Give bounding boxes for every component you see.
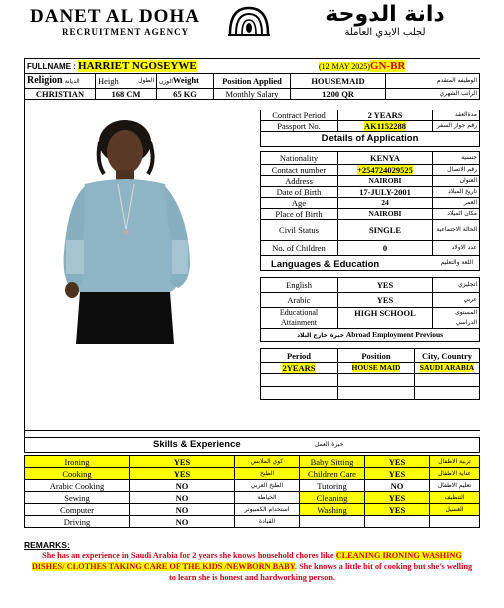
skill-computer-label: Computer [25, 504, 130, 516]
civil-status-value: SINGLE [338, 220, 433, 241]
skill-washing-value: YES [365, 504, 430, 516]
skills-title-ar: خبرة العمل [315, 441, 344, 448]
abroad-title-en: Abroad Employment Previous [345, 330, 444, 339]
skill-childcare-ar: عناية الاطفال [430, 468, 480, 480]
abroad-period: 2YEARS [282, 363, 316, 373]
skill-driving-value: NO [130, 516, 235, 528]
table-row [261, 363, 480, 374]
nationality-value: KENYA [338, 152, 433, 165]
contract-label: Contract Period [261, 110, 338, 121]
skill-tutoring-label: Tutoring [300, 480, 365, 492]
contract-value: 2 YEARS [338, 110, 433, 121]
agency-name-en: RECRUITMENT AGENCY [62, 27, 190, 37]
pob-label: Place of Birth [261, 209, 338, 220]
religion-label: Religion [27, 75, 63, 86]
children-label-ar: عدد الاولاد [433, 241, 480, 256]
skill-driving-ar: القيادة [235, 516, 300, 528]
skill-cooking-value: YES [130, 468, 235, 480]
passport-label-ar: رقم جواز السفر [433, 121, 480, 132]
table-row [25, 456, 480, 468]
education-value: HIGH SCHOOL [338, 308, 433, 329]
skill-computer-value: NO [130, 504, 235, 516]
remarks-text-2: . She knows a little bit of cooking but she's welling to learn she is honest and hardworking person. [169, 562, 473, 582]
weight-value: 65 KG [157, 89, 214, 100]
skill-driving-label: Driving [25, 516, 130, 528]
address-label-ar: العنوان [433, 176, 480, 187]
skill-arabic-cooking-label: Arabic Cooking [25, 480, 130, 492]
skill-sewing-label: Sewing [25, 492, 130, 504]
age-label: Age [261, 198, 338, 209]
skill-tutoring-value: NO [365, 480, 430, 492]
skill-cleaning-value: YES [365, 492, 430, 504]
skill-childcare-label: Children Care [300, 468, 365, 480]
photo-frame [24, 83, 260, 437]
shell-logo-icon [226, 4, 272, 38]
nationality-label: Nationality [261, 152, 338, 165]
arabic-value: YES [338, 293, 433, 308]
weight-label: Weight [172, 75, 199, 85]
form-date: (12 MAY 2025) [318, 61, 370, 71]
header [0, 0, 504, 44]
abroad-header-position: Position [338, 349, 415, 363]
table-row [25, 468, 480, 480]
skill-cooking-ar: الطبخ [235, 468, 300, 480]
passport-value: AK1152288 [363, 121, 407, 131]
abroad-table [260, 348, 480, 400]
salary-value: 1200 QR [291, 89, 386, 100]
civil-status-label: Civil Status [261, 220, 338, 241]
skill-computer-ar: استخدام الكمبيوتر [235, 504, 300, 516]
skill-cooking-label: Cooking [25, 468, 130, 480]
skills-header [24, 437, 480, 453]
details-table [260, 151, 480, 256]
remarks-section [24, 540, 480, 583]
languages-header [260, 256, 480, 271]
religion-value: CHRISTIAN [25, 89, 96, 100]
abroad-title-ar: خبرة خارج البلاد [296, 332, 344, 339]
weight-label-ar: الوزن [159, 78, 173, 85]
dob-label-ar: تاريخ الميلاد [433, 187, 480, 198]
age-label-ar: العمر [433, 198, 480, 209]
right-column [260, 110, 480, 400]
address-value: NAIROBI [338, 176, 433, 187]
skill-washing-label: Washing [300, 504, 365, 516]
dob-label: Date of Birth [261, 187, 338, 198]
salary-label: Monthly Salary [214, 89, 291, 100]
children-label: No. of Children [261, 241, 338, 256]
age-value: 24 [338, 198, 433, 209]
pob-label-ar: مكان الميلاد [433, 209, 480, 220]
education-label-ar: المستوى الدراسي [433, 308, 480, 329]
arabic-label-ar: عربي [433, 293, 480, 308]
form-code: GN-BR [369, 59, 406, 72]
table-row [25, 480, 480, 492]
contact-label: Contact number [261, 165, 338, 176]
position-value: HOUSEMAID [291, 74, 386, 89]
skill-babysitting-ar: تربية الاطفال [430, 456, 480, 468]
abroad-city: SAUDI ARABIA [419, 363, 475, 372]
remarks-text [24, 550, 480, 583]
skill-arabic-cooking-ar: الطبخ العربي [235, 480, 300, 492]
table-row [25, 492, 480, 504]
english-label: English [261, 278, 338, 293]
english-value: YES [338, 278, 433, 293]
remarks-label: REMARKS: [24, 540, 70, 550]
english-label-ar: انجليزي [433, 278, 480, 293]
address-label: Address [261, 176, 338, 187]
skill-babysitting-value: YES [365, 456, 430, 468]
abroad-header-period: Period [261, 349, 338, 363]
height-label: Heigh [98, 76, 119, 86]
skill-arabic-cooking-value: NO [130, 480, 235, 492]
languages-title-ar: اللغة والتعليم [440, 259, 473, 266]
skill-babysitting-label: Baby Sitting [300, 456, 365, 468]
religion-label-ar: الديانة [64, 78, 80, 85]
skill-cleaning-ar: التنظيف [430, 492, 480, 504]
dob-value: 17-JULY-2001 [338, 187, 433, 198]
education-label: Educational Attainment [261, 308, 338, 329]
height-label-ar: الطول [138, 77, 154, 84]
frame-bottom-line [24, 430, 480, 431]
agency-name-ar: لجلب الايدي العاملة [344, 27, 426, 38]
position-label: Position Applied [214, 74, 291, 89]
table-row [25, 516, 480, 528]
abroad-title [260, 329, 480, 342]
civil-status-label-ar: الحالة الاجتماعية [433, 220, 480, 241]
skill-washing-ar: الغسيل [430, 504, 480, 516]
contract-label-ar: مدةالعقد [433, 110, 480, 121]
skill-ironing-ar: كوي الملابس [235, 456, 300, 468]
company-name-ar: دانة الدوحة [325, 2, 445, 27]
skills-title: Skills & Experience [153, 439, 241, 450]
skill-tutoring-ar: تعليم الاطفال [430, 480, 480, 492]
arabic-label: Arabic [261, 293, 338, 308]
skill-childcare-value: YES [365, 468, 430, 480]
logo [226, 4, 272, 38]
remarks-text-1: She has an experience in Saudi Arabia for 2 years she knows household chores like [42, 551, 336, 560]
nationality-label-ar: جنسية [433, 152, 480, 165]
company-name-en: DANET AL DOHA [30, 6, 200, 27]
table-row [25, 504, 480, 516]
fullname-label: FULLNAME : [27, 61, 76, 71]
skill-sewing-value: NO [130, 492, 235, 504]
abroad-header-city: City, Country [415, 349, 480, 363]
contact-value: +254724029525 [357, 165, 413, 175]
height-value: 168 CM [96, 89, 157, 100]
children-value: 0 [338, 241, 433, 256]
fullname-value: HARRIET NGOSEYWE [78, 59, 197, 72]
skill-ironing-value: YES [130, 456, 235, 468]
languages-table [260, 277, 480, 329]
abroad-position: HOUSE MAID [351, 363, 401, 372]
skills-table [24, 455, 480, 528]
languages-title: Languages & Education [271, 259, 380, 270]
details-title: Details of Application [260, 132, 480, 147]
position-label-ar: الوظيفه المتقدم [386, 74, 480, 89]
pob-value: NAIROBI [338, 209, 433, 220]
remarks-highlight: CLEANING IRONING WASHING DISHES/ CLOTHES TAKING CARE OF THE KIDS /NEWBORN BABY [31, 551, 462, 571]
contact-label-ar: رقم الاتصال [433, 165, 480, 176]
skill-sewing-ar: الخياطة [235, 492, 300, 504]
skill-ironing-label: Ironing [25, 456, 130, 468]
skill-cleaning-label: Cleaning [300, 492, 365, 504]
fullname-table [24, 58, 480, 74]
skills-section [24, 437, 480, 528]
contract-table [260, 110, 480, 132]
passport-label: Passport No. [261, 121, 338, 132]
salary-label-ar: الراتب الشهري [386, 89, 480, 100]
